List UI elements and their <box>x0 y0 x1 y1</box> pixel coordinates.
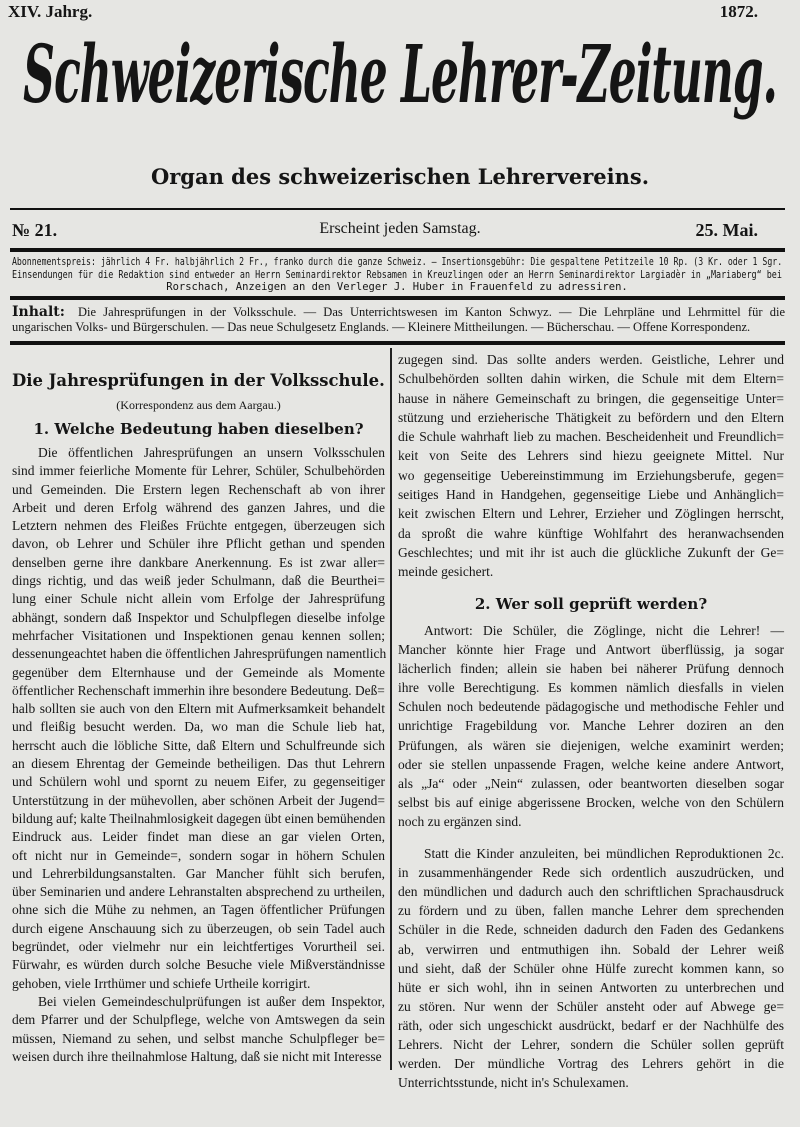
text-line: werden. Der mündliche Vortrag des Lehrers gehört in die <box>398 1056 784 1072</box>
text-line: oder sie stellen unpassende Fragen, welche keine andere Antwort, <box>398 756 784 772</box>
text-line: gegenüber dem Elternhause und der Gemeinde als Momente <box>12 664 385 680</box>
text-line: selbst bis auf einige abgerissene Brocken, welche von den Schülern <box>398 794 784 810</box>
text-line: Arbeit und deren Erfolg während des ganzen Jahres, und die <box>12 499 385 515</box>
text-line: lung einer Schule nicht allein vom Erfolge der Jahresprüfung <box>12 591 385 607</box>
section-2-text <box>398 621 784 1092</box>
right-column-continuation <box>398 350 784 582</box>
issue-frequency: Erscheint jeden Samstag. <box>319 220 481 237</box>
text-line: mehrfacher Visitationen und Inspektionen genau kennen sollen; <box>12 627 385 643</box>
text-line: öffentlicher Rechenschaft immerhin ihre besondere Bedeutung. Deß= <box>12 682 385 698</box>
left-column-text <box>12 444 385 1066</box>
text-line: Antwort: Die Schüler, die Zöglinge, nicht die Lehrer! — <box>424 623 784 638</box>
divider <box>10 248 785 252</box>
text-line: seitiges Hand in Handgehen, gegenseitige Liebe und Anhänglich= <box>398 487 784 503</box>
text-line: Prüfungen, als wären sie diejenigen, welche examinirt werden; <box>398 737 784 753</box>
text-line: müssen, Niemand zu sehen, und selbst manche Schulpfleger be= <box>12 1030 385 1046</box>
divider <box>10 296 785 300</box>
text-line: gehoben, viele Irrthümer und schiefe Urtheile korrigirt. <box>12 975 311 991</box>
text-line: über Seminarien und andere Lehranstalten absprechend zu urtheilen, <box>12 884 385 900</box>
text-line: keit zwischen Eltern und Lehrer, Erzieher und Zöglingen herrscht, <box>398 506 784 522</box>
contents-line: ungarischen Volks- und Bürgerschulen. — Das neue Schulgesetz Englands. — Kleinere Mittheilungen. — Bücherschau. — Offene Korrespondenz. <box>12 320 751 334</box>
issue-date: 25. Mai. <box>695 220 758 240</box>
text-line: keit von Seite des Lehrers sind hiezu geeignete Mittel. Nur <box>398 448 784 464</box>
text-line: Statt die Kinder anzuleiten, bei mündlichen Reproduktionen 2c. <box>424 846 784 862</box>
text-line: Schüler in die Rede, schneiden dadurch den Faden des Gedankens <box>398 922 784 938</box>
text-line: Letztern nehmen des Fleißes Früchte entgegen, überzeugen sich <box>12 518 385 534</box>
text-line: davon, ob Lehrer und Schüler ihre Pflicht gethan und spenden <box>12 536 385 552</box>
text-line: wo gegenseitige Uebereinstimmung im Erziehungsberufe, gegen= <box>398 467 784 483</box>
text-line: meinde gesichert. <box>398 564 494 580</box>
divider <box>10 341 785 345</box>
text-line: weisen durch ihre theilnahmlose Haltung, daß sie nicht mit Interesse <box>12 1048 382 1064</box>
year-label: 1872. <box>719 2 758 21</box>
text-line: begründet, oder vielmehr nur ein leichtfertiges Vorurtheil sei. <box>12 939 385 955</box>
text-line: und fleißig besucht werden. Da, wo man die Schule lieb hat, <box>12 719 385 735</box>
text-line: lächerlich finden; allein sie haben bei näherer Prüfung dennoch <box>398 661 784 677</box>
volume-label: XIV. Jahrg. <box>8 2 93 21</box>
text-line: als „Ja“ oder „Nein“ zulassen, oder beantworten dieselben sogar <box>398 775 784 791</box>
text-line: oft nicht nur in Gemeinde=, sondern sogar in höhern Schulen <box>12 847 385 863</box>
text-line: Unterrichtsstunde, nicht in's Schulexamen. <box>398 1075 629 1091</box>
text-line: Unterstützung in der mühevollen, aber schönen Arbeit der Jugend= <box>12 792 385 808</box>
text-line: dings richtig, und das weiß jeder Schulmann, daß die Beurthei= <box>12 573 385 589</box>
text-line: da sproßt die wahre künftige Wohlfahrt des heranwachsenden <box>398 525 784 541</box>
text-line: noch zu ergänzen sind. <box>398 813 522 829</box>
text-line: und Gemeinden. Die Erstern legen Rechenschaft ab von ihrer <box>12 481 385 497</box>
text-line: Bei vielen Gemeindeschulprüfungen ist außer dem Inspektor, <box>38 993 385 1009</box>
text-line: zu fördern und zu üben, fallen manche Lehrer dem sprechenden <box>398 903 784 919</box>
text-line: herrscht auch die löbliche Sitte, daß Eltern und Schulfreunde sich <box>12 737 385 753</box>
text-line: Eindruck aus. Leider findet man diese an gar vielen Orten, <box>12 829 385 845</box>
subscription-line: Abonnementspreis: jährlich 4 Fr. halbjährlich 2 Fr., franko durch die ganze Schweiz. — Insertionsgebühr: Die gespaltene Petitzeile 10 Rp. (3 Kr. oder 1 Sgr. <box>12 256 783 268</box>
masthead-title: Schweizerische Lehrer-Zeitung. <box>23 30 777 122</box>
text-line: und Lehrerbildungsanstalten. Gar Mancher fühlt sich berufen, <box>12 865 385 881</box>
text-line: an diesem Ehrentag der Gemeinde betheiligen. Das thut Lehrern <box>12 756 385 772</box>
text-line: Die öffentlichen Jahresprüfungen an unsern Volksschulen <box>38 445 385 460</box>
text-line: Mancher könnte hier Frage und Antwort überflüssig, ja sogar <box>398 642 784 658</box>
text-line: zu stören. Nur wenn der Schüler ansteht oder auf Abwege ge= <box>398 998 784 1014</box>
text-line: sind immer feierliche Momente für Lehrer, Schüler, Schulbehörden <box>12 463 385 479</box>
text-line: denselben gerne ihre dankbare Anerkennung. Es ist zwar aller= <box>12 554 385 570</box>
column-divider <box>390 348 392 1070</box>
masthead-subtitle: Organ des schweizerischen Lehrervereins. <box>150 164 650 189</box>
text-line: bildung auf; kalte Theilnahmlosigkeit dagegen übt einen bemühenden <box>12 810 386 826</box>
text-line: ihre volle Berechtigung. Es kommen nämlich diesfalls in vielen <box>398 680 784 696</box>
divider <box>10 208 785 210</box>
text-line: Geschlechtes; und mit ihr ist auch die glückliche Zukunft der Ge= <box>398 544 784 560</box>
article-title: Die Jahresprüfungen in der Volksschule. <box>12 371 385 391</box>
section-1-heading: 1. Welche Bedeutung haben dieselben? <box>33 420 364 438</box>
subscription-info <box>12 256 782 294</box>
text-line: in zusammenhängender Rede sich ordentlich auszudrücken, und <box>398 865 784 881</box>
text-line: stützung und erzieherische Thätigkeit zu befördern und den Eltern <box>398 409 784 425</box>
text-line: hause in nähere Gemeinschaft zu bringen, die gegenseitige Unter= <box>398 390 784 406</box>
text-line: und sieht, daß der Schüler ohne Hülfe zurecht kommen kann, so <box>398 960 784 976</box>
text-line: unrichtige Fragebildung vor. Manche Lehrer doziren an den <box>398 718 784 734</box>
text-line: ohne sich die Mühe zu nehmen, an Tagen öffentlicher Prüfungen <box>12 902 385 918</box>
text-line: die Schule wahrhaft lieb zu machen. Bescheidenheit und Freundlich= <box>398 429 784 445</box>
text-line: Fürwahr, es würden durch solche Besuche viele Mißverständnisse <box>12 957 385 973</box>
text-line: Schulbehörden sollten dahin wirken, die Schule mit dem Eltern= <box>398 371 784 387</box>
article-byline: (Korrespondenz aus dem Aargau.) <box>116 398 281 412</box>
issue-number: № 21. <box>12 220 58 240</box>
text-line: Schulen noch bedeutende pädagogische und methodische Fehler und <box>398 699 784 715</box>
text-line: abhängt, sondern daß Inspektor und Schulpflegen dieselbe infolge <box>12 609 385 625</box>
subscription-line: Einsendungen für die Redaktion sind entweder an Herrn Seminardirektor Rebsamen in Kreuzlingen oder an Herrn Seminardirektor Largiadèr in „Mariaberg“ bei <box>12 268 782 281</box>
text-line: dem Pfarrer und der Schulpflege, welche von Amtswegen da sein <box>12 1012 385 1028</box>
text-line: räth, oder sich ungeschickt ausdrückt, bedarf er der Nachhülfe des <box>398 1017 784 1033</box>
text-line: hüte er sich wohl, ihn in seinen Antworten zu unterbrechen und <box>398 979 784 995</box>
text-line: den mündlichen und dadurch auch den schriftlichen Sprachausdruck <box>398 884 784 900</box>
section-2-heading: 2. Wer soll geprüft werden? <box>474 595 708 613</box>
text-line: Lehrers. Nicht der Lehrer, sondern die Schüler sollen geprüft <box>398 1036 784 1052</box>
text-line: dessenungeachtet haben die öffentlichen Jahresprüfungen namentlich <box>12 646 387 662</box>
subscription-line: Rorschach, Anzeigen an den Verleger J. Huber in Frauenfeld zu adressiren. <box>166 281 628 293</box>
text-line: durch eigene Anschauung sich zu überzeugen, ob sein Tadel auch <box>12 920 385 936</box>
contents-line: Die Jahresprüfungen in der Volksschule. — Das Unterrichtswesen im Kanton Schwyz. — Die Lehrpläne und Lehrmittel für die <box>78 305 785 319</box>
paragraph-gap <box>398 831 784 844</box>
text-line: halb sollten sie auch von den Eltern mit Aufmerksamkeit behandelt <box>12 701 385 717</box>
text-line: und Schülern wohl und spornt zu neuem Eifer, zu gegenseitiger <box>12 774 385 790</box>
contents-label: Inhalt: <box>12 304 65 320</box>
text-line: ab, verwirren und entmuthigen ihn. Sobald der Lehrer weiß <box>398 941 784 957</box>
text-line: zugegen sind. Das sollte anders werden. Geistliche, Lehrer und <box>398 352 784 367</box>
